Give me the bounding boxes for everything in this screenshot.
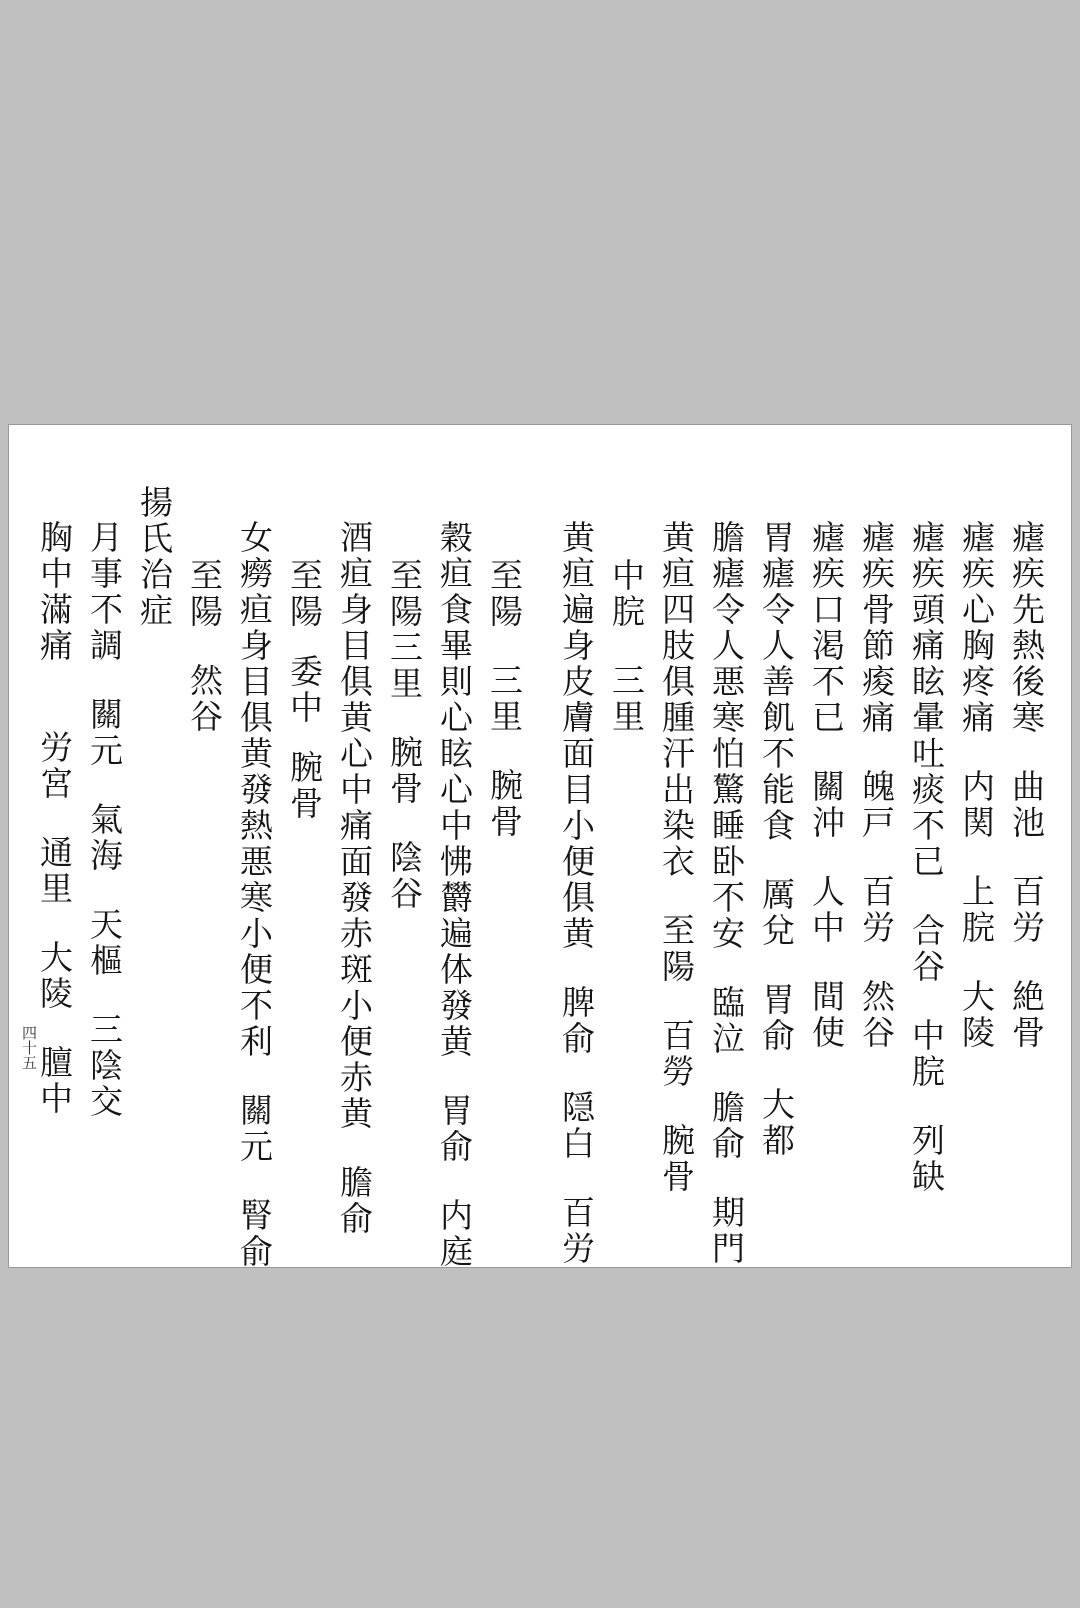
text-column [907, 520, 945, 1195]
text-column [285, 558, 323, 822]
condition-text: 瘧疾骨節痠痛 [857, 520, 896, 736]
acupoint-text: 大陵 [35, 940, 74, 1012]
acupoint-text: 三里 [607, 663, 646, 735]
acupoint-text: 魄戸 [857, 769, 896, 841]
acupoint-text: 至陽 [385, 558, 424, 630]
condition-text: 酒疸身目俱黄心中痛面發赤斑小便赤黄 [335, 520, 374, 1132]
text-column [707, 520, 745, 1267]
text-column [435, 520, 473, 1270]
text-column [557, 520, 595, 1267]
document-page [8, 424, 1072, 1268]
acupoint-text: 大陵 [957, 979, 996, 1051]
acupoint-text: 委中 [285, 654, 324, 726]
acupoint-text: 曲池 [1007, 769, 1046, 841]
text-column [657, 520, 695, 1195]
acupoint-text: 至陽 [657, 913, 696, 985]
text-column [1007, 520, 1045, 1051]
text-column [335, 520, 373, 1237]
condition-text: 穀疸食畢則心眩心中怫欝遍体發黄 [435, 520, 474, 1060]
condition-text: 瘧疾口渇不已 [807, 520, 846, 736]
acupoint-text: 列缺 [907, 1123, 946, 1195]
acupoint-text: 上脘 [957, 874, 996, 946]
acupoint-text: 百労 [857, 874, 896, 946]
acupoint-text: 關元 [85, 697, 124, 769]
acupoint-text: 關沖 [807, 769, 846, 841]
acupoint-text: 胃俞 [435, 1093, 474, 1165]
condition-text: 胸中滿痛 [35, 520, 74, 664]
acupoint-text: 百労 [1007, 874, 1046, 946]
condition-text: 女癆疸身目俱黄發熱悪寒小便不利 [235, 520, 274, 1060]
heading-text: 揚氏治症 [135, 485, 174, 629]
acupoint-text: 人中 [807, 874, 846, 946]
condition-text: 黄疸遍身皮膚面目小便俱黄 [557, 520, 596, 952]
acupoint-text: 大都 [757, 1087, 796, 1159]
acupoint-text: 隠白 [557, 1090, 596, 1162]
acupoint-text: 厲兌 [757, 877, 796, 949]
acupoint-text: 中脘 [907, 1018, 946, 1090]
section-heading [135, 485, 173, 629]
text-column [607, 558, 645, 735]
acupoint-text: 然谷 [185, 663, 224, 735]
acupoint-text: 腕骨 [285, 750, 324, 822]
acupoint-text: 期門 [707, 1195, 746, 1267]
acupoint-text: 然谷 [857, 979, 896, 1051]
acupoint-text: 至陽 [285, 558, 324, 630]
acupoint-text: 脾俞 [557, 985, 596, 1057]
text-column [757, 520, 795, 1159]
text-column [185, 558, 223, 735]
condition-text: 瘧疾先熱後寒 [1007, 520, 1046, 736]
acupoint-text: 陰谷 [385, 840, 424, 912]
acupoint-text: 通里 [35, 835, 74, 907]
acupoint-text: 膻中 [35, 1045, 74, 1117]
acupoint-text: 中脘 [607, 558, 646, 630]
text-column [807, 520, 845, 1051]
condition-text: 黄疸四肢俱腫汗出染衣 [657, 520, 696, 880]
acupoint-text: 内庭 [435, 1198, 474, 1270]
page-number: 四十五 [20, 1025, 38, 1070]
acupoint-text: 至陽 [185, 558, 224, 630]
acupoint-text: 三里 [485, 663, 524, 735]
text-column [957, 520, 995, 1051]
text-column [485, 558, 523, 840]
condition-text: 膽瘧令人悪寒怕驚睡卧不安 [707, 520, 746, 952]
condition-text: 月事不調 [85, 520, 124, 664]
text-column [385, 558, 423, 912]
acupoint-text: 三里 [385, 630, 424, 702]
acupoint-text: 腎俞 [235, 1198, 274, 1270]
acupoint-text: 膽俞 [335, 1165, 374, 1237]
acupoint-text: 百勞 [657, 1018, 696, 1090]
text-column [857, 520, 895, 1051]
acupoint-text: 腕骨 [657, 1123, 696, 1195]
acupoint-text: 天樞 [85, 907, 124, 979]
acupoint-text: 膽俞 [707, 1090, 746, 1162]
acupoint-text: 労宮 [35, 730, 74, 802]
acupoint-text: 百労 [557, 1195, 596, 1267]
acupoint-text: 腕骨 [485, 768, 524, 840]
acupoint-text: 胃俞 [757, 982, 796, 1054]
acupoint-text: 三陰交 [85, 1012, 124, 1120]
acupoint-text: 内関 [957, 769, 996, 841]
condition-text: 瘧疾心胸疼痛 [957, 520, 996, 736]
text-column [235, 520, 273, 1270]
acupoint-text: 間使 [807, 979, 846, 1051]
condition-text: 胃瘧令人善飢不能食 [757, 520, 796, 844]
acupoint-text: 臨泣 [707, 985, 746, 1057]
text-column [35, 520, 73, 1117]
acupoint-text: 合谷 [907, 913, 946, 985]
acupoint-text: 絶骨 [1007, 979, 1046, 1051]
acupoint-text: 至陽 [485, 558, 524, 630]
text-column [85, 520, 123, 1120]
acupoint-text: 腕骨 [385, 735, 424, 807]
acupoint-text: 關元 [235, 1093, 274, 1165]
acupoint-text: 氣海 [85, 802, 124, 874]
condition-text: 瘧疾頭痛眩暈吐痰不已 [907, 520, 946, 880]
